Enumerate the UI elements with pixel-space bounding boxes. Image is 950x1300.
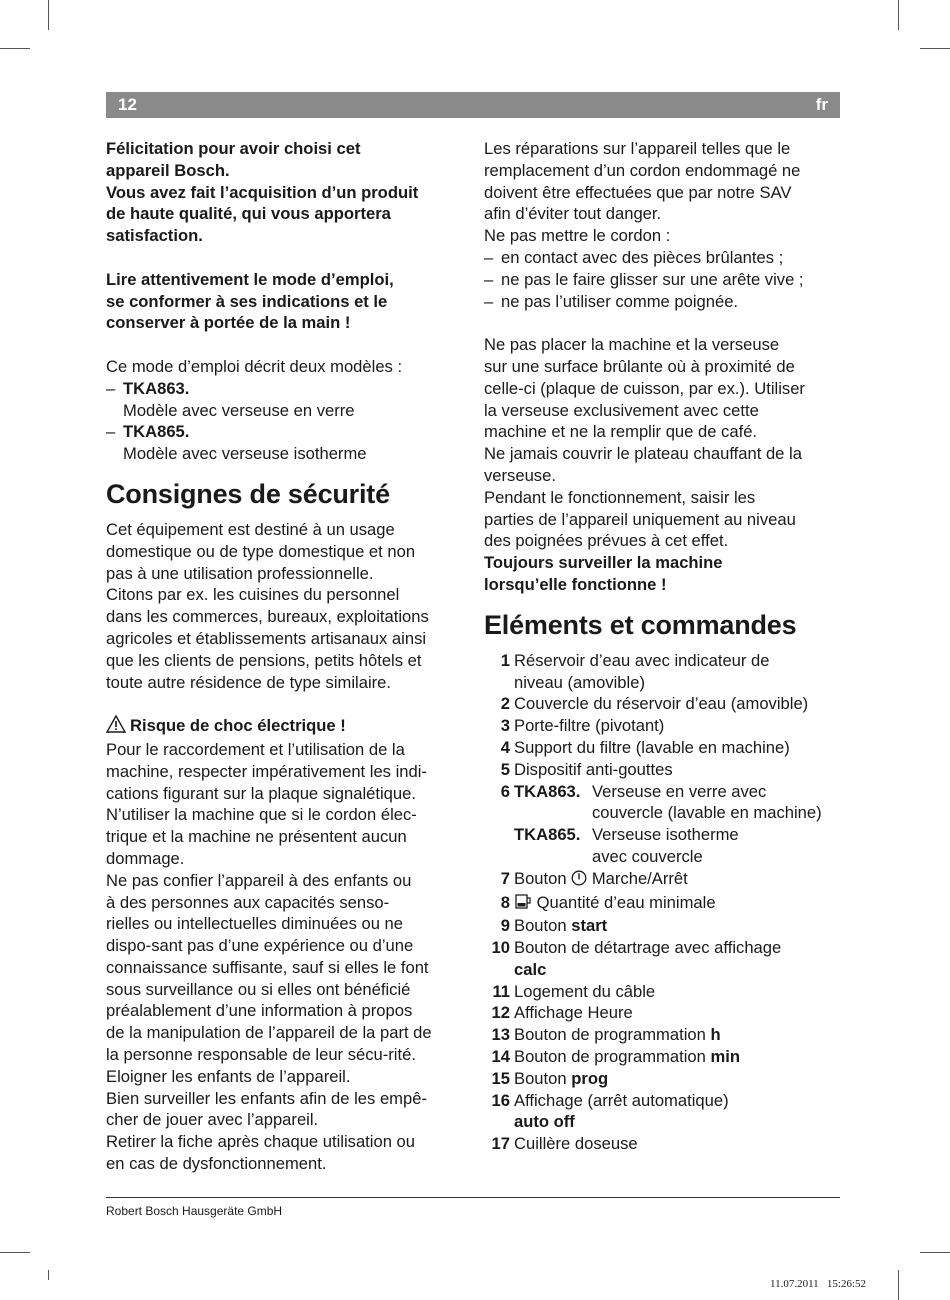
text-line: toute autre résidence de type similaire. xyxy=(106,672,392,692)
item-bold-text: calc xyxy=(514,959,547,979)
footer-divider xyxy=(106,1197,840,1198)
congratulations-text xyxy=(106,138,466,247)
crop-mark xyxy=(920,48,950,49)
text-line: N’utiliser la machine que si le cordon élec- xyxy=(106,805,417,825)
text-line: satisfaction. xyxy=(106,226,203,246)
item-number: 1 xyxy=(500,650,510,670)
item-bold-text: h xyxy=(710,1025,721,1045)
footer-company: Robert Bosch Hausgeräte GmbH xyxy=(106,1204,283,1218)
text-line: celle-ci (plaque de cuisson, par ex.). Utiliser xyxy=(484,378,805,398)
text-line: Retirer la fiche après chaque utilisation ou xyxy=(106,1132,416,1152)
page-header-bar xyxy=(106,92,840,118)
text-line: Pendant le fonctionnement, saisir les xyxy=(484,487,756,507)
item-text: Quantité d’eau minimale xyxy=(536,892,716,912)
model-name: TKA863. xyxy=(123,378,190,398)
crop-mark xyxy=(48,1270,49,1280)
text-line: cations figurant sur la plaque signalétique. xyxy=(106,783,416,803)
left-column xyxy=(106,138,466,1175)
list-item xyxy=(484,1090,846,1134)
item-text: Couvercle du réservoir d’eau (amovible) xyxy=(514,694,809,714)
item-text: Affichage (arrêt automatique) xyxy=(514,1090,729,1110)
text-line: appareil Bosch. xyxy=(106,160,230,180)
list-item xyxy=(484,868,846,892)
item-text: Porte-filtre (pivotant) xyxy=(514,716,665,736)
list-item xyxy=(484,981,846,1003)
item-text: Marche/Arrêt xyxy=(591,868,688,888)
item-text: Bouton de détartrage avec affichage xyxy=(514,938,782,958)
text-line: en cas de dysfonctionnement. xyxy=(106,1154,327,1174)
crop-mark xyxy=(0,48,30,49)
item-text: Bouton de programmation xyxy=(514,1047,706,1067)
models-intro: Ce mode d’emploi décrit deux modèles : xyxy=(106,356,403,376)
text-line: de haute qualité, qui vous apportera xyxy=(106,204,391,224)
placement-paragraph xyxy=(484,334,846,552)
list-text: ne pas le faire glisser sur une arête vive ; xyxy=(501,269,804,289)
text-line: Vous avez fait l’acquisition d’un produit xyxy=(106,182,419,202)
text-line: que les clients de pensions, petits hôtels et xyxy=(106,650,422,670)
text-line: Ne pas confier l’appareil à des enfants ou xyxy=(106,870,412,890)
text-line: Félicitation pour avoir choisi cet xyxy=(106,139,361,158)
item-number: 15 xyxy=(491,1068,510,1088)
print-stamp: 11.07.2011 15:26:52 xyxy=(770,1278,867,1290)
text-line: Les réparations sur l’appareil telles que le xyxy=(484,139,791,158)
item-number: 4 xyxy=(500,737,510,757)
item-text: Affichage Heure xyxy=(514,1003,633,1023)
text-line: verseuse. xyxy=(484,465,556,485)
cord-list-item: – ne pas le faire glisser sur une arête vive ; xyxy=(484,269,804,289)
text-line: agricoles et établissements artisanaux ainsi xyxy=(106,628,427,648)
text-line: la personne responsable de leur sécu-rité. xyxy=(106,1045,416,1065)
text-line: doivent être effectuées que par notre SAV xyxy=(484,182,792,202)
elements-heading: Eléments et commandes xyxy=(484,609,797,640)
language-code: fr xyxy=(815,95,828,114)
crop-mark xyxy=(920,1252,950,1253)
list-item xyxy=(484,915,846,937)
text-line: dans les commerces, bureaux, exploitations xyxy=(106,607,429,627)
text-line: dommage. xyxy=(106,848,185,868)
text-line: Ne jamais couvrir le plateau chauffant de la xyxy=(484,444,802,464)
crop-mark xyxy=(48,0,49,30)
item-text: Bouton de programmation xyxy=(514,1025,706,1045)
crop-mark xyxy=(0,1252,30,1253)
item-number: 8 xyxy=(500,892,510,912)
electric-warning-title xyxy=(106,715,466,739)
text-line: de la manipulation de l’appareil de la part de xyxy=(106,1023,432,1043)
warning-title-text: Risque de choc électrique ! xyxy=(130,716,346,736)
list-text: ne pas l’utiliser comme poignée. xyxy=(501,291,739,311)
text-line: Pour le raccordement et l’utilisation de la xyxy=(106,739,405,759)
text-line: lorsqu’elle fonctionne ! xyxy=(484,574,667,594)
list-item xyxy=(484,1068,846,1090)
item-number: 16 xyxy=(491,1090,510,1110)
text-line: conserver à portée de la main ! xyxy=(106,313,351,333)
list-item xyxy=(484,737,846,759)
item-text: Bouton xyxy=(514,916,567,936)
text-line: se conformer à ses indications et le xyxy=(106,291,388,311)
model-item: – TKA865. xyxy=(106,422,190,442)
text-line: trique et la machine ne présentent aucun xyxy=(106,827,407,847)
model-description: Modèle avec verseuse isotherme xyxy=(123,444,367,464)
warning-paragraph xyxy=(106,739,466,1175)
text-line: Ne pas placer la machine et la verseuse xyxy=(484,335,780,355)
item-text: Support du filtre (lavable en machine) xyxy=(514,737,790,757)
item-text: Verseuse en verre avec xyxy=(592,781,767,801)
list-item xyxy=(484,781,846,868)
text-line: machine et ne la remplir que de café. xyxy=(484,422,758,442)
model-name: TKA863. xyxy=(514,781,581,801)
cord-list-item: – en contact avec des pièces brûlantes ; xyxy=(484,247,784,267)
text-line: domestique ou de type domestique et non xyxy=(106,541,416,561)
item-number: 17 xyxy=(491,1134,510,1154)
item-number: 14 xyxy=(491,1047,510,1067)
list-text: en contact avec des pièces brûlantes ; xyxy=(501,247,784,267)
supervise-notice xyxy=(484,552,846,596)
text-line: sur une surface brûlante où à proximité de xyxy=(484,356,795,376)
repair-paragraph xyxy=(484,138,846,247)
list-item xyxy=(484,1046,846,1068)
list-item xyxy=(484,1002,846,1024)
list-item xyxy=(484,715,846,737)
item-text: Bouton xyxy=(514,868,567,888)
text-line: rielles ou intellectuelles diminuées ou ne xyxy=(106,914,404,934)
item-text: niveau (amovible) xyxy=(514,672,645,692)
item-number: 9 xyxy=(500,916,510,936)
item-text: Cuillère doseuse xyxy=(514,1134,638,1154)
list-item xyxy=(484,693,846,715)
item-number: 5 xyxy=(500,759,510,779)
text-line: la verseuse exclusivement avec cette xyxy=(484,400,759,420)
model-item: – TKA863. xyxy=(106,378,190,398)
item-number: 10 xyxy=(491,938,510,958)
text-line: Toujours surveiller la machine xyxy=(484,553,723,573)
text-line: Ne pas mettre le cordon : xyxy=(484,226,671,246)
text-line: connaissance suffisante, sauf si elles le font xyxy=(106,957,429,977)
right-column xyxy=(484,138,846,1155)
text-line: machine, respecter impérativement les indi- xyxy=(106,761,427,781)
list-item xyxy=(484,892,846,916)
elements-list xyxy=(484,650,846,1155)
item-number: 12 xyxy=(491,1003,510,1023)
text-line: Lire attentivement le mode d’emploi, xyxy=(106,269,394,289)
text-line: sous surveillance ou si elles ont bénéficié xyxy=(106,979,411,999)
item-bold-text: start xyxy=(571,916,608,936)
text-line: préalablement d’une information à propos xyxy=(106,1001,413,1021)
text-line: Citons par ex. les cuisines du personnel xyxy=(106,585,400,605)
text-line: remplacement d’un cordon endommagé ne xyxy=(484,160,801,180)
crop-mark xyxy=(898,0,899,30)
read-notice xyxy=(106,269,466,334)
model-name: TKA865. xyxy=(123,422,190,442)
item-bold-text: prog xyxy=(571,1068,609,1088)
text-line: à des personnes aux capacités senso- xyxy=(106,892,390,912)
min-water-icon xyxy=(514,893,532,916)
model-description: Modèle avec verseuse en verre xyxy=(123,400,355,420)
cord-list-item: – ne pas l’utiliser comme poignée. xyxy=(484,291,739,311)
item-number: 7 xyxy=(500,868,510,888)
page-number: 12 xyxy=(118,95,137,114)
text-line: pas à une utilisation professionnelle. xyxy=(106,563,374,583)
text-line: Bien surveiller les enfants afin de les empê- xyxy=(106,1088,427,1108)
item-number: 11 xyxy=(492,981,510,1001)
text-line: dispo-sant pas d’une expérience ou d’une xyxy=(106,936,414,956)
item-text: avec couvercle xyxy=(592,846,703,866)
item-bold-text: auto off xyxy=(514,1112,575,1132)
warning-triangle-icon xyxy=(106,715,126,739)
item-number: 3 xyxy=(500,716,510,736)
text-line: Cet équipement est destiné à un usage xyxy=(106,519,395,539)
list-item xyxy=(484,650,846,694)
text-line: afin d’éviter tout danger. xyxy=(484,204,662,224)
item-text: Bouton xyxy=(514,1068,567,1088)
item-bold-text: min xyxy=(710,1047,741,1067)
power-icon xyxy=(571,870,587,892)
text-line: parties de l’appareil uniquement au niveau xyxy=(484,509,796,529)
item-text: Logement du câble xyxy=(514,981,656,1001)
text-line: Eloigner les enfants de l’appareil. xyxy=(106,1066,351,1086)
list-item xyxy=(484,1133,846,1155)
text-line: des poignées prévues à cet effet. xyxy=(484,531,729,551)
item-number: 2 xyxy=(500,694,510,714)
list-item xyxy=(484,937,846,981)
text-line: cher de jouer avec l’appareil. xyxy=(106,1110,319,1130)
item-number: 6 xyxy=(500,781,510,801)
item-number: 13 xyxy=(491,1025,510,1045)
list-item xyxy=(484,1024,846,1046)
safety-heading: Consignes de sécurité xyxy=(106,478,390,509)
item-text: couvercle (lavable en machine) xyxy=(592,803,822,823)
crop-mark xyxy=(898,1270,899,1300)
list-item xyxy=(484,759,846,781)
item-text: Réservoir d’eau avec indicateur de xyxy=(514,650,770,670)
usage-paragraph xyxy=(106,519,466,693)
item-text: Verseuse isotherme xyxy=(592,825,739,845)
model-name: TKA865. xyxy=(514,825,581,845)
item-text: Dispositif anti-gouttes xyxy=(514,759,673,779)
